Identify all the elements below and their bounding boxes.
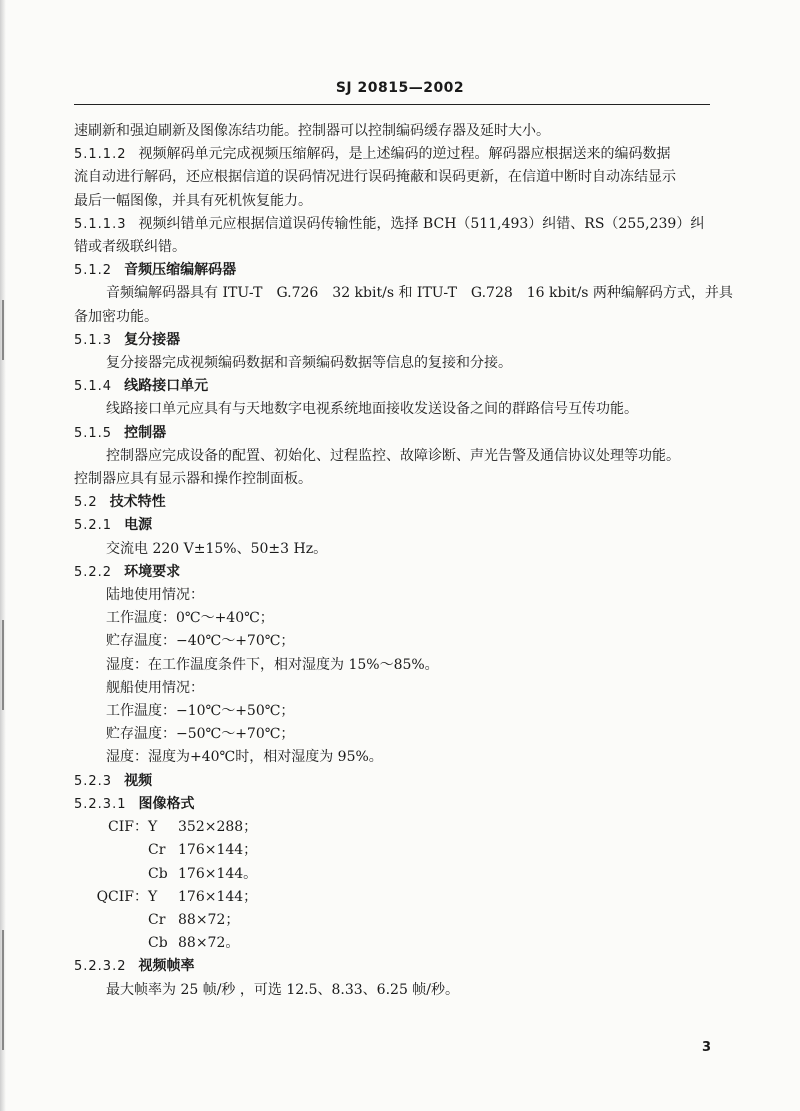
- text-line: 速刷新和强迫刷新及图像冻结功能。控制器可以控制编码缓存器及延时大小。: [74, 123, 550, 139]
- format-value: 352×288；: [178, 819, 258, 836]
- heading-number: 5.2.1: [74, 518, 113, 534]
- text-line: 最大帧率为 25 帧/秒 ，可选 12.5、8.33、6.25 帧/秒。: [106, 981, 460, 998]
- clause-text: 视频解码单元完成视频压缩解码，是上述编码的逆过程。解码器应根据送来的编码数据: [138, 146, 671, 163]
- text-line: 贮存温度：−50℃～+70℃；: [106, 726, 295, 743]
- heading-5-2-3: [74, 770, 714, 793]
- scan-artifact: [2, 300, 4, 360]
- scan-artifact: [2, 930, 4, 1050]
- text-line: 最后一幅图像，并具有死机恢复能力。: [74, 192, 312, 209]
- heading-5-1-3: [74, 329, 714, 352]
- format-value: 88×72；: [178, 911, 240, 928]
- heading-5-2-3-2: [74, 955, 714, 978]
- heading-number: 5.2: [74, 495, 98, 511]
- heading-number: 5.1.5: [74, 425, 113, 441]
- format-value: 176×144。: [178, 865, 258, 882]
- heading-title: 图像格式: [138, 795, 195, 812]
- format-value: 176×144；: [178, 888, 258, 905]
- text-line: 音频编解码器具有 ITU-T G.726 32 kbit/s 和 ITU-T G.728 16 kbit/s 两种编解码方式，并具: [106, 285, 733, 302]
- document-body: [74, 120, 733, 1002]
- format-row-qcif-cr: [74, 909, 714, 932]
- text-line: 工作温度：0℃～+40℃；: [106, 610, 274, 627]
- heading-5-2-1: [74, 514, 714, 537]
- scan-artifact: [2, 620, 4, 710]
- heading-number: 5.1.2: [74, 263, 113, 279]
- text-line: 控制器应完成设备的配置、初始化、过程监控、故障诊断、声光告警及通信协议处理等功能。: [106, 447, 680, 464]
- format-channel: Y: [148, 819, 158, 836]
- format-value: 176×144；: [178, 842, 258, 859]
- format-label: QCIF：: [96, 888, 148, 905]
- clause-number: 5.1.1.3: [74, 216, 127, 232]
- text-line: 交流电 220 V±15%、50±3 Hz。: [106, 540, 328, 557]
- heading-5-1-5: [74, 422, 714, 445]
- document-id-header: SJ 20815—2002: [335, 80, 465, 96]
- heading-number: 5.1.4: [74, 379, 113, 395]
- heading-number: 5.2.2: [74, 564, 113, 580]
- format-row-cif-cr: [74, 839, 714, 862]
- clause-number: 5.1.1.2: [74, 147, 127, 163]
- heading-number: 5.2.3.1: [74, 796, 127, 812]
- text-line: 陆地使用情况：: [106, 587, 204, 604]
- format-row-cif-y: [74, 816, 714, 839]
- text-line: 舰船使用情况：: [106, 679, 204, 696]
- heading-5-1-2: [74, 259, 714, 282]
- text-line: 线路接口单元应具有与天地数字电视系统地面接收发送设备之间的群路信号互传功能。: [106, 401, 638, 418]
- heading-title: 视频: [124, 772, 153, 789]
- format-row-cif-cb: [74, 863, 714, 886]
- format-channel: Y: [148, 888, 158, 905]
- heading-number: 5.1.3: [74, 332, 113, 348]
- format-channel: Cb: [148, 865, 168, 882]
- clause-5-1-1-2: [74, 143, 714, 166]
- heading-5-2-3-1: [74, 793, 714, 816]
- heading-5-2-2: [74, 561, 714, 584]
- heading-5-2: [74, 491, 714, 514]
- format-row-qcif-cb: [74, 932, 714, 955]
- text-line: 控制器应具有显示器和操作控制面板。: [74, 471, 312, 488]
- format-value: 88×72。: [178, 935, 240, 952]
- clause-text: 视频纠错单元应根据信道误码传输性能，选择 BCH（511,493）纠错、RS（255,239）纠: [138, 215, 705, 232]
- format-row-qcif-y: [74, 886, 714, 909]
- heading-title: 电源: [124, 517, 153, 534]
- text-line: 工作温度：−10℃～+50℃；: [106, 703, 295, 720]
- text-line: 错或者级联纠错。: [74, 239, 186, 256]
- heading-title: 视频帧率: [138, 958, 195, 975]
- clause-5-1-1-3: [74, 213, 714, 236]
- heading-title: 音频压缩编解码器: [124, 262, 237, 279]
- heading-title: 技术特性: [109, 494, 166, 511]
- header-rule: [74, 104, 710, 105]
- heading-title: 线路接口单元: [124, 378, 209, 395]
- format-channel: Cb: [148, 935, 168, 952]
- format-channel: Cr: [148, 911, 166, 928]
- heading-title: 控制器: [124, 424, 167, 441]
- heading-title: 环境要求: [124, 563, 181, 580]
- heading-title: 复分接器: [124, 331, 181, 348]
- text-line: 备加密功能。: [74, 308, 158, 325]
- heading-5-1-4: [74, 375, 714, 398]
- text-line: 贮存温度：−40℃～+70℃；: [106, 633, 295, 650]
- page-number: 3: [702, 1040, 712, 1055]
- text-line: 湿度：湿度为+40℃时，相对湿度为 95%。: [106, 749, 383, 766]
- heading-number: 5.2.3: [74, 773, 113, 789]
- heading-number: 5.2.3.2: [74, 959, 127, 975]
- format-channel: Cr: [148, 842, 166, 859]
- text-line: 流自动进行解码，还应根据信道的误码情况进行误码掩蔽和误码更新，在信道中断时自动冻结显示: [74, 169, 676, 186]
- format-label: CIF：: [108, 819, 148, 836]
- text-line: 复分接器完成视频编码数据和音频编码数据等信息的复接和分接。: [106, 355, 512, 372]
- text-line: 湿度：在工作温度条件下，相对湿度为 15%～85%。: [106, 656, 439, 673]
